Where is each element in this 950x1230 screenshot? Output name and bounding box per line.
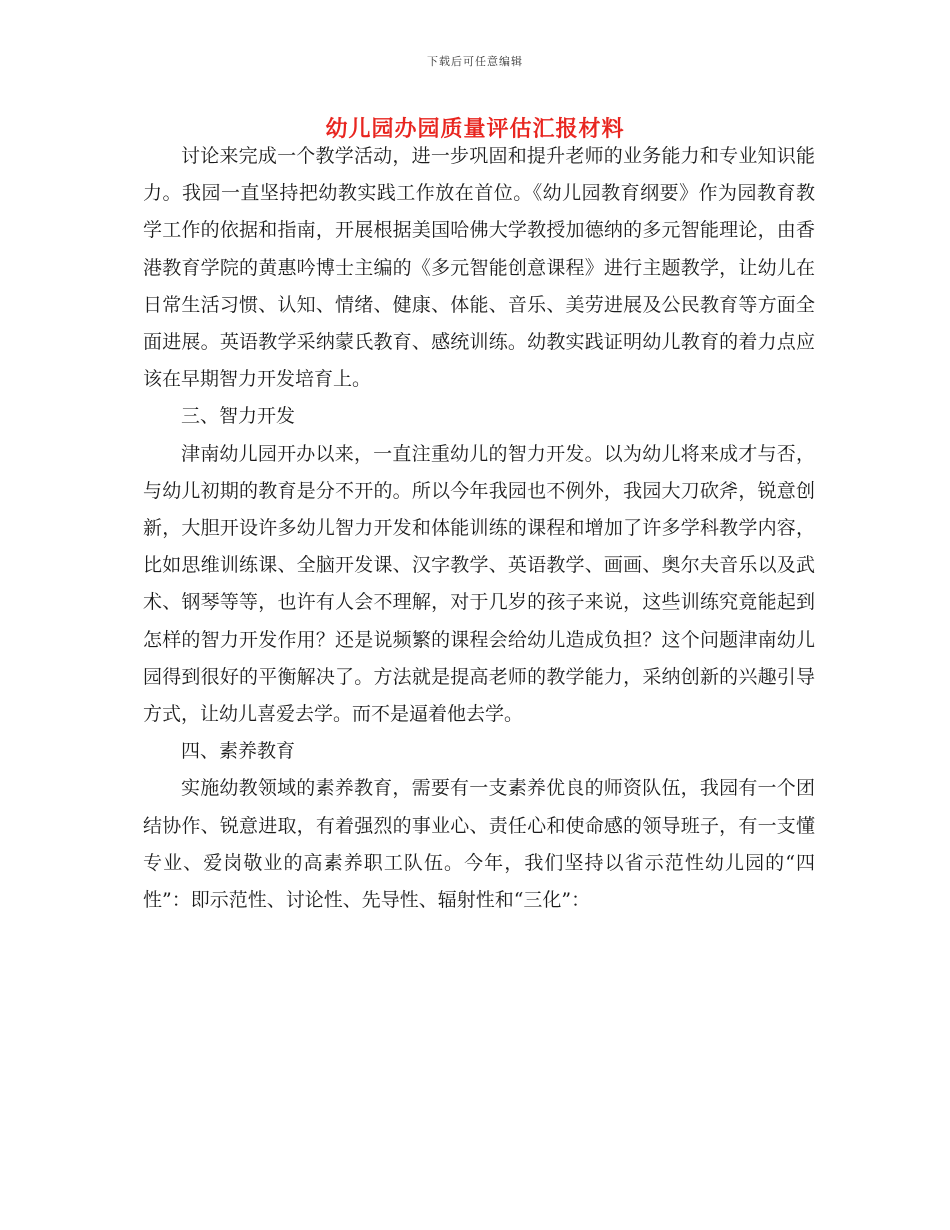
paragraph-intro: 讨论来完成一个教学活动，进一步巩固和提升老师的业务能力和专业知识能力。我园一直坚持把幼教实践工作放在首位。《幼儿园教育纲要》作为园教育教学工作的依据和指南，开展根据美国哈佛大学教授加德纳的多元智能理论，由香港教育学院的黄惠吟博士主编的《多元智能创意课程》进行主题教学，让幼儿在日常生活习惯、认知、情绪、健康、体能、音乐、美劳进展及公民教育等方面全面进展。英语教学采纳蒙氏教育、感统训练。幼教实践证明幼儿教育的着力点应该在早期智力开发培育上。 xyxy=(143,145,815,391)
section-heading-quality-education: 四、素养教育 xyxy=(181,740,296,763)
document-body xyxy=(143,138,815,919)
header-note: 下载后可任意编辑 xyxy=(427,55,523,68)
document-title: 幼儿园办园质量评估汇报材料 xyxy=(325,116,625,142)
paragraph-quality-education: 实施幼教领域的素养教育，需要有一支素养优良的师资队伍，我园有一个团结协作、锐意进取，有着强烈的事业心、责任心和使命感的领导班子，有一支懂专业、爱岗敬业的高素养职工队伍。今年，我们坚持以省示范性幼儿园的“四性”：即示范性、讨论性、先导性、辐射性和“三化”： xyxy=(143,777,815,912)
paragraph-intelligence: 津南幼儿园开办以来，一直注重幼儿的智力开发。以为幼儿将来成才与否，与幼儿初期的教育是分不开的。所以今年我园也不例外，我园大刀砍斧，锐意创新，大胆开设许多幼儿智力开发和体能训练的课程和增加了许多学科教学内容，比如思维训练课、全脑开发课、汉字教学、英语教学、画画、奥尔夫音乐以及武术、钢琴等等，也许有人会不理解，对于几岁的孩子来说，这些训练究竟能起到怎样的智力开发作用？还是说频繁的课程会给幼儿造成负担？这个问题津南幼儿园得到很好的平衡解决了。方法就是提高老师的教学能力，采纳创新的兴趣引导方式，让幼儿喜爱去学。而不是逼着他去学。 xyxy=(143,442,815,726)
section-heading-intelligence: 三、智力开发 xyxy=(181,405,296,428)
